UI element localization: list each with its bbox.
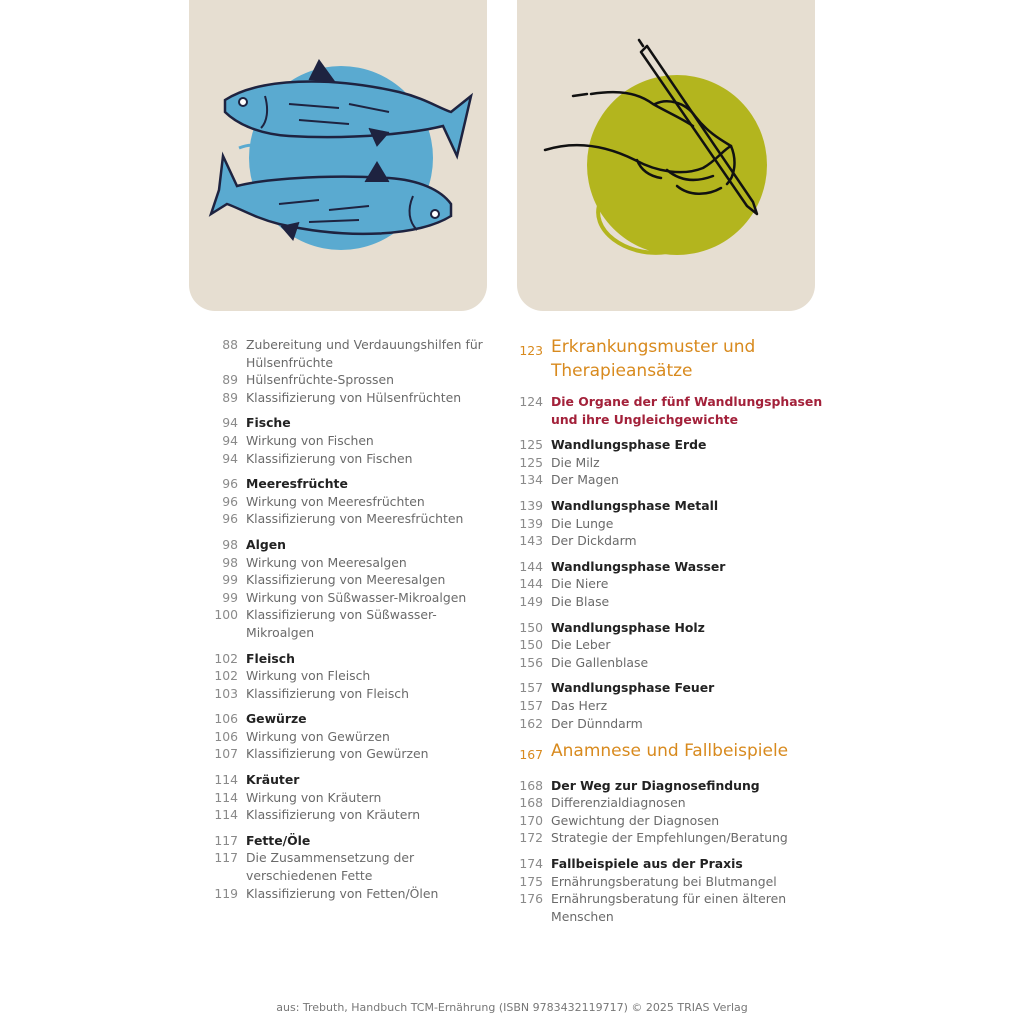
toc-group: [200, 536, 490, 642]
toc-entry: [505, 812, 825, 830]
toc-entry: [200, 685, 490, 703]
toc-page-number: 88: [222, 337, 238, 352]
toc-chapter-heading: [505, 497, 825, 515]
toc-page-number: 99: [222, 589, 238, 605]
toc-section-heading: [505, 393, 825, 428]
toc-entry-title: Wandlungsphase Feuer: [551, 680, 715, 696]
toc-page-number: 144: [519, 576, 543, 592]
toc-group: [505, 679, 825, 732]
toc-entry-title: Die Leber: [551, 637, 611, 653]
toc-page-number: 144: [519, 558, 543, 574]
toc-page-number: 100: [214, 607, 238, 623]
toc-page-number: 157: [519, 697, 543, 713]
toc-page-number: 125: [519, 454, 543, 470]
toc-entry-title: Der Weg zur Diagnosefindung: [551, 777, 760, 793]
toc-page-number: 94: [222, 415, 238, 431]
toc-entry: [200, 450, 490, 468]
toc-entry-title: Klassifizierung von Kräutern: [246, 807, 421, 823]
toc-page-number: 117: [214, 850, 238, 866]
toc-page-number: 123: [519, 343, 543, 358]
toc-entry-title: Wandlungsphase Erde: [551, 437, 707, 453]
toc-group: [200, 832, 490, 902]
toc-chapter-heading: [505, 777, 825, 795]
toc-entry: [200, 336, 490, 371]
hand-with-pen-illustration-icon: [517, 0, 815, 311]
toc-entry-title: Wirkung von Süßwasser-Mikroalgen: [246, 589, 467, 605]
toc-entry: [505, 654, 825, 672]
toc-entry-title: Fische: [246, 415, 291, 431]
toc-page-number: 176: [519, 891, 543, 907]
toc-page-number: 98: [222, 554, 238, 570]
toc-entry-title: Wirkung von Fleisch: [246, 668, 371, 684]
toc-entry: [200, 606, 490, 641]
toc-group: [505, 436, 825, 489]
toc-page-number: 134: [519, 472, 543, 488]
toc-chapter-heading: [200, 771, 490, 789]
toc-entry-title: Wandlungsphase Metall: [551, 497, 719, 513]
toc-entry-title: Die Niere: [551, 576, 609, 592]
toc-entry-title: Wirkung von Meeresalgen: [246, 554, 407, 570]
toc-page-number: 157: [519, 680, 543, 696]
toc-entry-title: Das Herz: [551, 697, 608, 713]
toc-entry-title: Erkrankungsmuster und Therapieansätze: [551, 337, 756, 381]
toc-chapter-heading: [200, 832, 490, 850]
toc-page-number: 94: [222, 450, 238, 466]
toc-entry: [200, 667, 490, 685]
toc-page-number: 149: [519, 593, 543, 609]
toc-page-number: 175: [519, 873, 543, 889]
toc-entry: [200, 745, 490, 763]
toc-group: [200, 414, 490, 467]
toc-entry: [505, 890, 825, 925]
footer-credit: aus: Trebuth, Handbuch TCM-Ernährung (ISBN 9783432119717) © 2025 TRIAS Verlag: [276, 1001, 748, 1014]
toc-entry-title: Klassifizierung von Fetten/Ölen: [246, 885, 439, 901]
toc-entry: [505, 636, 825, 654]
toc-page-number: 98: [222, 536, 238, 552]
toc-entry-title: Die Gallenblase: [551, 654, 649, 670]
toc-group: [505, 497, 825, 550]
toc-group: [505, 855, 825, 925]
toc-entry-title: Differenzialdiagnosen: [551, 795, 686, 811]
toc-page-number: 106: [214, 728, 238, 744]
toc-entry-title: Klassifizierung von Hülsenfrüchten: [246, 389, 462, 405]
fish-illustration-card: [189, 0, 487, 311]
toc-group: [200, 771, 490, 824]
toc-entry: [200, 432, 490, 450]
toc-entry: [505, 829, 825, 847]
toc-page-number: 150: [519, 619, 543, 635]
toc-entry-title: Fallbeispiele aus der Praxis: [551, 855, 743, 871]
toc-entry-title: Anamnese und Fallbeispiele: [551, 741, 789, 762]
toc-chapter-heading: [200, 650, 490, 668]
toc-page-number: 94: [222, 432, 238, 448]
toc-entry: [505, 532, 825, 550]
toc-left-column: [200, 336, 490, 910]
toc-entry: [200, 589, 490, 607]
toc-page-number: 150: [519, 637, 543, 653]
toc-group: [505, 336, 825, 383]
toc-page-number: 162: [519, 715, 543, 731]
toc-entry: [505, 454, 825, 472]
toc-chapter-heading: [505, 855, 825, 873]
fish-illustration-icon: [189, 0, 487, 311]
toc-entry: [200, 849, 490, 884]
toc-group: [505, 619, 825, 672]
toc-entry: [505, 794, 825, 812]
toc-entry-title: Klassifizierung von Meeresfrüchten: [246, 511, 464, 527]
toc-page-number: 102: [214, 650, 238, 666]
toc-page-number: 139: [519, 515, 543, 531]
toc-entry-title: Der Dünndarm: [551, 715, 643, 731]
toc-chapter-heading: [200, 475, 490, 493]
toc-entry: [505, 471, 825, 489]
toc-entry-title: Der Magen: [551, 472, 619, 488]
toc-entry-title: Strategie der Empfehlungen/Beratung: [551, 830, 788, 846]
toc-entry-title: Klassifizierung von Süßwasser-Mikroalgen: [246, 607, 437, 640]
toc-entry-title: Wirkung von Gewürzen: [246, 728, 390, 744]
toc-page-number: 139: [519, 497, 543, 513]
toc-entry: [200, 554, 490, 572]
toc-page-number: 102: [214, 668, 238, 684]
toc-entry-title: Klassifizierung von Meeresalgen: [246, 572, 446, 588]
toc-chapter-heading: [505, 436, 825, 454]
toc-entry-title: Die Milz: [551, 454, 600, 470]
toc-entry: [200, 571, 490, 589]
toc-entry: [200, 789, 490, 807]
toc-chapter-heading: [505, 619, 825, 637]
toc-group: [200, 650, 490, 703]
toc-entry-title: Hülsenfrüchte-Sprossen: [246, 372, 394, 388]
toc-page-number: 172: [519, 830, 543, 846]
toc-group: [505, 740, 825, 767]
toc-group: [505, 777, 825, 847]
toc-entry-title: Kräuter: [246, 772, 300, 788]
toc-entry: [200, 493, 490, 511]
toc-entry-title: Ernährungsberatung bei Blutmangel: [551, 873, 777, 889]
toc-page-number: 103: [214, 685, 238, 701]
toc-page-number: 89: [222, 389, 238, 405]
toc-entry: [505, 575, 825, 593]
toc-entry-title: Wirkung von Kräutern: [246, 789, 382, 805]
toc-entry-title: Fette/Öle: [246, 832, 311, 848]
toc-entry-title: Klassifizierung von Gewürzen: [246, 746, 429, 762]
toc-entry: [505, 697, 825, 715]
toc-part-heading: [505, 740, 825, 767]
toc-page-number: 168: [519, 795, 543, 811]
toc-group: [505, 558, 825, 611]
toc-right-column: [505, 336, 825, 933]
toc-entry-title: Die Organe der fünf Wandlungsphasen und ihre Ungleichgewichte: [551, 394, 823, 427]
toc-page-number: 96: [222, 476, 238, 492]
toc-entry-title: Zubereitung und Verdauungshilfen für Hülsenfrüchte: [246, 337, 483, 370]
toc-entry: [505, 873, 825, 891]
toc-entry-title: Klassifizierung von Fischen: [246, 450, 413, 466]
toc-chapter-heading: [200, 414, 490, 432]
toc-page-number: 170: [519, 812, 543, 828]
toc-entry: [200, 371, 490, 389]
toc-page-number: 99: [222, 572, 238, 588]
toc-entry: [505, 715, 825, 733]
toc-group: [505, 393, 825, 428]
toc-group: [200, 475, 490, 528]
toc-entry-title: Gewürze: [246, 711, 307, 727]
toc-chapter-heading: [200, 710, 490, 728]
toc-page-number: 114: [214, 789, 238, 805]
toc-page-number: 167: [519, 747, 543, 763]
toc-entry: [200, 510, 490, 528]
toc-entry-title: Die Zusammensetzung der verschiedenen Fette: [246, 850, 415, 884]
toc-entry-title: Fleisch: [246, 650, 295, 666]
toc-entry: [200, 885, 490, 903]
toc-group: [200, 710, 490, 763]
toc-group: [200, 336, 490, 406]
toc-page-number: 114: [214, 807, 238, 823]
toc-page-number: 143: [519, 533, 543, 549]
toc-entry: [200, 806, 490, 824]
toc-chapter-heading: [505, 679, 825, 697]
hand-illustration-card: [517, 0, 815, 311]
toc-entry-title: Wirkung von Fischen: [246, 432, 374, 448]
toc-page-number: 89: [222, 372, 238, 388]
toc-page-number: 106: [214, 711, 238, 727]
toc-page-number: 107: [214, 746, 238, 762]
toc-chapter-heading: [505, 558, 825, 576]
toc-entry-title: Der Dickdarm: [551, 533, 637, 549]
toc-entry: [505, 515, 825, 533]
toc-entry-title: Gewichtung der Diagnosen: [551, 812, 720, 828]
toc-page-number: 174: [519, 855, 543, 871]
toc-page-number: 96: [222, 511, 238, 527]
toc-page-number: 96: [222, 493, 238, 509]
toc-entry-title: Wandlungsphase Wasser: [551, 558, 726, 574]
toc-entry-title: Algen: [246, 536, 286, 552]
toc-page-number: 156: [519, 654, 543, 670]
toc-entry-title: Klassifizierung von Fleisch: [246, 685, 409, 701]
toc-entry-title: Ernährungsberatung für einen älteren Menschen: [551, 891, 787, 924]
toc-entry: [200, 728, 490, 746]
toc-entry: [200, 389, 490, 407]
toc-page-number: 114: [214, 772, 238, 788]
toc-entry: [505, 593, 825, 611]
toc-part-heading: [505, 336, 825, 383]
toc-entry-title: Die Lunge: [551, 515, 614, 531]
toc-page-number: 117: [214, 832, 238, 848]
toc-entry-title: Wandlungsphase Holz: [551, 619, 705, 635]
toc-entry-title: Die Blase: [551, 593, 610, 609]
toc-entry-title: Meeresfrüchte: [246, 476, 348, 492]
toc-page-number: 168: [519, 777, 543, 793]
toc-entry-title: Wirkung von Meeresfrüchten: [246, 493, 425, 509]
toc-page-number: 119: [214, 885, 238, 901]
toc-page-number: 125: [519, 437, 543, 453]
toc-page-number: 124: [519, 394, 543, 409]
toc-chapter-heading: [200, 536, 490, 554]
